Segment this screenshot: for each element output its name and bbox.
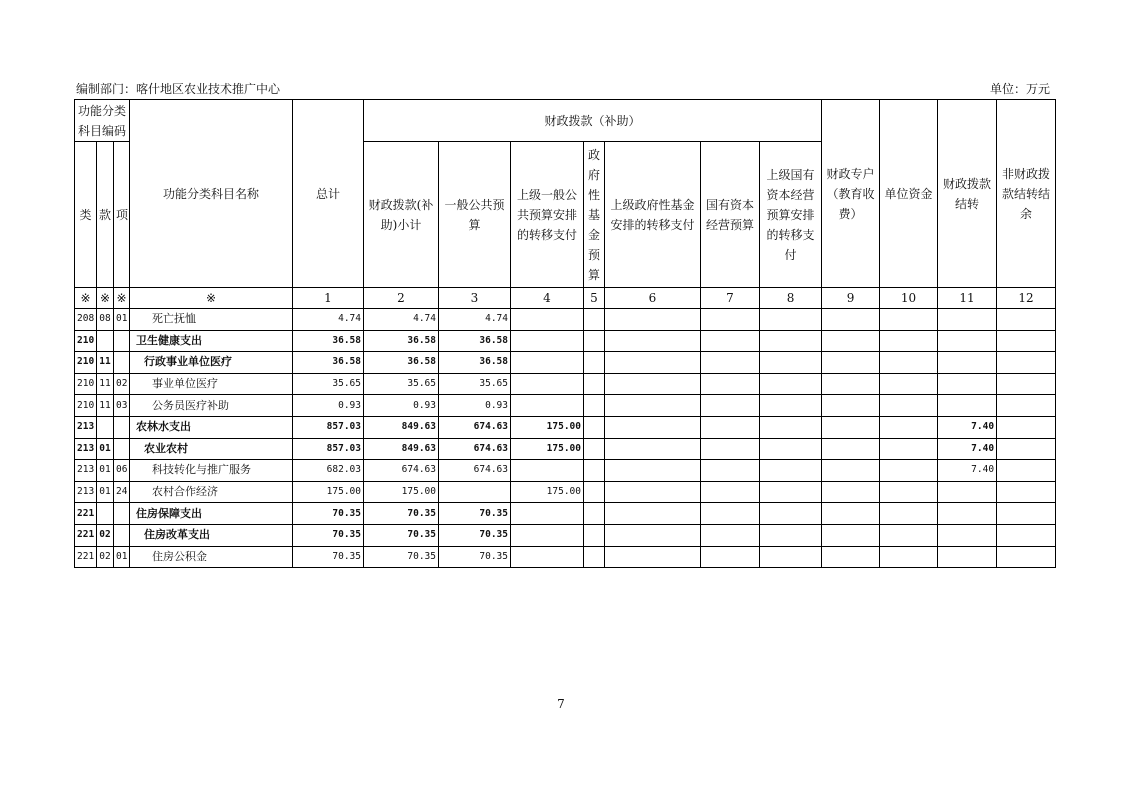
- value-cell: [605, 330, 701, 352]
- value-cell: [701, 524, 760, 546]
- value-cell: [880, 481, 938, 503]
- item-name-cell: 卫生健康支出: [130, 330, 293, 352]
- value-cell: 674.63: [439, 416, 511, 438]
- xiang-header: 项: [114, 142, 130, 288]
- value-cell: [997, 503, 1056, 525]
- value-cell: [701, 395, 760, 417]
- value-cell: [938, 352, 997, 374]
- value-cell: [997, 481, 1056, 503]
- code-kuan-cell: 11: [97, 373, 114, 395]
- item-name-cell: 农村合作经济: [130, 481, 293, 503]
- value-cell: [997, 352, 1056, 374]
- value-cell: 674.63: [439, 460, 511, 482]
- index-cell: 7: [701, 288, 760, 309]
- value-cell: [822, 352, 880, 374]
- table-row: [75, 395, 1056, 417]
- index-cell: 6: [605, 288, 701, 309]
- value-cell: [938, 524, 997, 546]
- code-kuan-cell: 08: [97, 309, 114, 331]
- code-lei-cell: 210: [75, 330, 97, 352]
- value-cell: [822, 438, 880, 460]
- code-xiang-cell: [114, 524, 130, 546]
- value-cell: [938, 546, 997, 568]
- value-cell: [760, 460, 822, 482]
- value-cell: [760, 352, 822, 374]
- value-cell: [439, 481, 511, 503]
- value-cell: 4.74: [293, 309, 364, 331]
- value-cell: [511, 373, 584, 395]
- value-cell: 175.00: [511, 481, 584, 503]
- value-cell: 70.35: [439, 524, 511, 546]
- col10-header: 单位资金: [880, 100, 938, 288]
- table-row: [75, 330, 1056, 352]
- code-kuan-cell: [97, 416, 114, 438]
- index-cell: 9: [822, 288, 880, 309]
- value-cell: [701, 503, 760, 525]
- table-row: [75, 481, 1056, 503]
- value-cell: [880, 330, 938, 352]
- value-cell: [701, 416, 760, 438]
- item-name-cell: 死亡抚恤: [130, 309, 293, 331]
- code-xiang-cell: 24: [114, 481, 130, 503]
- value-cell: 674.63: [364, 460, 439, 482]
- value-cell: [584, 330, 605, 352]
- value-cell: [997, 309, 1056, 331]
- value-cell: [511, 395, 584, 417]
- value-cell: [880, 416, 938, 438]
- value-cell: 70.35: [364, 524, 439, 546]
- value-cell: [605, 460, 701, 482]
- value-cell: [584, 373, 605, 395]
- index-cell: 10: [880, 288, 938, 309]
- index-cell: ※: [75, 288, 97, 309]
- value-cell: 70.35: [293, 524, 364, 546]
- value-cell: 849.63: [364, 416, 439, 438]
- value-cell: 70.35: [364, 546, 439, 568]
- table-row: [75, 352, 1056, 374]
- value-cell: 4.74: [439, 309, 511, 331]
- value-cell: [511, 330, 584, 352]
- value-cell: [605, 503, 701, 525]
- value-cell: 0.93: [439, 395, 511, 417]
- index-cell: ※: [114, 288, 130, 309]
- value-cell: [584, 524, 605, 546]
- code-xiang-cell: 06: [114, 460, 130, 482]
- table-row: [75, 416, 1056, 438]
- value-cell: [760, 546, 822, 568]
- col7-header: 国有资本经营预算: [701, 142, 760, 288]
- value-cell: [760, 373, 822, 395]
- col3-header: 一般公共预算: [439, 142, 511, 288]
- total-header: 总计: [293, 100, 364, 288]
- value-cell: [760, 416, 822, 438]
- code-lei-cell: 213: [75, 460, 97, 482]
- value-cell: 35.65: [293, 373, 364, 395]
- value-cell: [880, 460, 938, 482]
- value-cell: 175.00: [511, 416, 584, 438]
- index-cell: 3: [439, 288, 511, 309]
- item-name-cell: 事业单位医疗: [130, 373, 293, 395]
- index-cell: ※: [97, 288, 114, 309]
- table-row: [75, 546, 1056, 568]
- value-cell: 175.00: [293, 481, 364, 503]
- index-cell: 8: [760, 288, 822, 309]
- value-cell: [760, 481, 822, 503]
- code-kuan-cell: [97, 503, 114, 525]
- value-cell: 36.58: [439, 352, 511, 374]
- value-cell: [997, 330, 1056, 352]
- value-cell: 0.93: [364, 395, 439, 417]
- value-cell: [880, 309, 938, 331]
- value-cell: 36.58: [293, 352, 364, 374]
- value-cell: 857.03: [293, 416, 364, 438]
- value-cell: [822, 524, 880, 546]
- col2-header: 财政拨款(补助)小计: [364, 142, 439, 288]
- value-cell: [997, 373, 1056, 395]
- item-name-cell: 公务员医疗补助: [130, 395, 293, 417]
- value-cell: 4.74: [364, 309, 439, 331]
- table-row: [75, 524, 1056, 546]
- value-cell: [701, 309, 760, 331]
- value-cell: [701, 481, 760, 503]
- value-cell: 70.35: [364, 503, 439, 525]
- value-cell: [605, 416, 701, 438]
- code-xiang-cell: 03: [114, 395, 130, 417]
- value-cell: [997, 460, 1056, 482]
- value-cell: [701, 438, 760, 460]
- value-cell: 70.35: [293, 546, 364, 568]
- value-cell: [511, 503, 584, 525]
- value-cell: 35.65: [364, 373, 439, 395]
- value-cell: [760, 330, 822, 352]
- value-cell: [760, 395, 822, 417]
- lei-header: 类: [75, 142, 97, 288]
- code-kuan-cell: [97, 330, 114, 352]
- value-cell: [584, 503, 605, 525]
- code-xiang-cell: 01: [114, 309, 130, 331]
- value-cell: 70.35: [293, 503, 364, 525]
- code-xiang-cell: [114, 416, 130, 438]
- code-lei-cell: 210: [75, 373, 97, 395]
- value-cell: [880, 373, 938, 395]
- value-cell: [822, 503, 880, 525]
- value-cell: [822, 395, 880, 417]
- value-cell: [880, 524, 938, 546]
- col12-header: 非财政拨款结转结余: [997, 100, 1056, 288]
- col5-header: 政府性基金预算: [584, 142, 605, 288]
- index-row: [75, 288, 1056, 309]
- value-cell: 682.03: [293, 460, 364, 482]
- code-kuan-cell: 01: [97, 481, 114, 503]
- code-lei-cell: 221: [75, 546, 97, 568]
- value-cell: [760, 524, 822, 546]
- value-cell: [822, 416, 880, 438]
- code-xiang-cell: [114, 438, 130, 460]
- value-cell: 175.00: [511, 438, 584, 460]
- value-cell: [605, 395, 701, 417]
- value-cell: [880, 438, 938, 460]
- code-xiang-cell: [114, 503, 130, 525]
- item-name-cell: 住房公积金: [130, 546, 293, 568]
- code-lei-cell: 213: [75, 438, 97, 460]
- value-cell: [584, 309, 605, 331]
- value-cell: [822, 481, 880, 503]
- value-cell: [997, 416, 1056, 438]
- value-cell: 7.40: [938, 438, 997, 460]
- value-cell: 70.35: [439, 503, 511, 525]
- item-name-cell: 科技转化与推广服务: [130, 460, 293, 482]
- value-cell: [701, 373, 760, 395]
- value-cell: [584, 395, 605, 417]
- code-xiang-cell: [114, 352, 130, 374]
- value-cell: [584, 438, 605, 460]
- table-row: [75, 460, 1056, 482]
- fiscal-group-header: 财政拨款（补助）: [364, 100, 822, 142]
- item-name-cell: 农林水支出: [130, 416, 293, 438]
- value-cell: [584, 416, 605, 438]
- table-row: [75, 373, 1056, 395]
- item-name-cell: 住房改革支出: [130, 524, 293, 546]
- value-cell: [511, 524, 584, 546]
- value-cell: [584, 460, 605, 482]
- value-cell: 36.58: [364, 352, 439, 374]
- code-kuan-cell: 02: [97, 546, 114, 568]
- value-cell: [605, 481, 701, 503]
- table-row: [75, 438, 1056, 460]
- code-lei-cell: 208: [75, 309, 97, 331]
- value-cell: [997, 524, 1056, 546]
- code-kuan-cell: 11: [97, 352, 114, 374]
- index-cell: 2: [364, 288, 439, 309]
- code-xiang-cell: 01: [114, 546, 130, 568]
- value-cell: [938, 373, 997, 395]
- value-cell: 36.58: [439, 330, 511, 352]
- value-cell: [822, 460, 880, 482]
- value-cell: [511, 309, 584, 331]
- value-cell: 35.65: [439, 373, 511, 395]
- value-cell: [938, 503, 997, 525]
- value-cell: [938, 330, 997, 352]
- value-cell: [584, 546, 605, 568]
- value-cell: [584, 481, 605, 503]
- value-cell: [511, 352, 584, 374]
- code-group-header: 功能分类科目编码: [75, 100, 130, 142]
- value-cell: [605, 438, 701, 460]
- value-cell: 7.40: [938, 416, 997, 438]
- value-cell: [584, 352, 605, 374]
- value-cell: [938, 395, 997, 417]
- value-cell: 849.63: [364, 438, 439, 460]
- code-lei-cell: 221: [75, 503, 97, 525]
- index-cell: 11: [938, 288, 997, 309]
- col6-header: 上级政府性基金安排的转移支付: [605, 142, 701, 288]
- value-cell: [880, 395, 938, 417]
- index-cell: 12: [997, 288, 1056, 309]
- value-cell: [760, 309, 822, 331]
- value-cell: [605, 373, 701, 395]
- value-cell: [880, 352, 938, 374]
- value-cell: 857.03: [293, 438, 364, 460]
- value-cell: 70.35: [439, 546, 511, 568]
- value-cell: [822, 546, 880, 568]
- name-header: 功能分类科目名称: [130, 100, 293, 288]
- value-cell: [511, 546, 584, 568]
- table-row: [75, 503, 1056, 525]
- value-cell: [997, 546, 1056, 568]
- unit-label: 单位：万元: [990, 82, 1051, 96]
- value-cell: [605, 546, 701, 568]
- value-cell: [701, 352, 760, 374]
- value-cell: 674.63: [439, 438, 511, 460]
- value-cell: [822, 309, 880, 331]
- code-kuan-cell: 01: [97, 460, 114, 482]
- page-number: 7: [557, 697, 565, 711]
- index-cell: ※: [130, 288, 293, 309]
- value-cell: [880, 546, 938, 568]
- value-cell: [760, 503, 822, 525]
- value-cell: [997, 438, 1056, 460]
- code-lei-cell: 213: [75, 416, 97, 438]
- value-cell: [880, 503, 938, 525]
- code-kuan-cell: 01: [97, 438, 114, 460]
- value-cell: 7.40: [938, 460, 997, 482]
- value-cell: [938, 481, 997, 503]
- code-kuan-cell: 02: [97, 524, 114, 546]
- value-cell: [605, 524, 701, 546]
- value-cell: [605, 352, 701, 374]
- table-row: [75, 309, 1056, 331]
- value-cell: [822, 373, 880, 395]
- item-name-cell: 住房保障支出: [130, 503, 293, 525]
- value-cell: [511, 460, 584, 482]
- code-lei-cell: 210: [75, 395, 97, 417]
- col8-header: 上级国有资本经营预算安排的转移支付: [760, 142, 822, 288]
- code-kuan-cell: 11: [97, 395, 114, 417]
- value-cell: [605, 309, 701, 331]
- department-label: 编制部门：喀什地区农业技术推广中心: [76, 82, 281, 96]
- value-cell: [701, 460, 760, 482]
- value-cell: [938, 309, 997, 331]
- col9-header: 财政专户（教育收费）: [822, 100, 880, 288]
- value-cell: 36.58: [293, 330, 364, 352]
- code-lei-cell: 213: [75, 481, 97, 503]
- col11-header: 财政拨款结转: [938, 100, 997, 288]
- budget-table: [74, 99, 1056, 568]
- code-lei-cell: 221: [75, 524, 97, 546]
- item-name-cell: 行政事业单位医疗: [130, 352, 293, 374]
- value-cell: [760, 438, 822, 460]
- item-name-cell: 农业农村: [130, 438, 293, 460]
- value-cell: 36.58: [364, 330, 439, 352]
- value-cell: 175.00: [364, 481, 439, 503]
- col4-header: 上级一般公共预算安排的转移支付: [511, 142, 584, 288]
- kuan-header: 款: [97, 142, 114, 288]
- index-cell: 5: [584, 288, 605, 309]
- index-cell: 1: [293, 288, 364, 309]
- value-cell: [822, 330, 880, 352]
- index-cell: 4: [511, 288, 584, 309]
- code-xiang-cell: [114, 330, 130, 352]
- code-lei-cell: 210: [75, 352, 97, 374]
- value-cell: [701, 546, 760, 568]
- value-cell: 0.93: [293, 395, 364, 417]
- value-cell: [997, 395, 1056, 417]
- code-xiang-cell: 02: [114, 373, 130, 395]
- value-cell: [701, 330, 760, 352]
